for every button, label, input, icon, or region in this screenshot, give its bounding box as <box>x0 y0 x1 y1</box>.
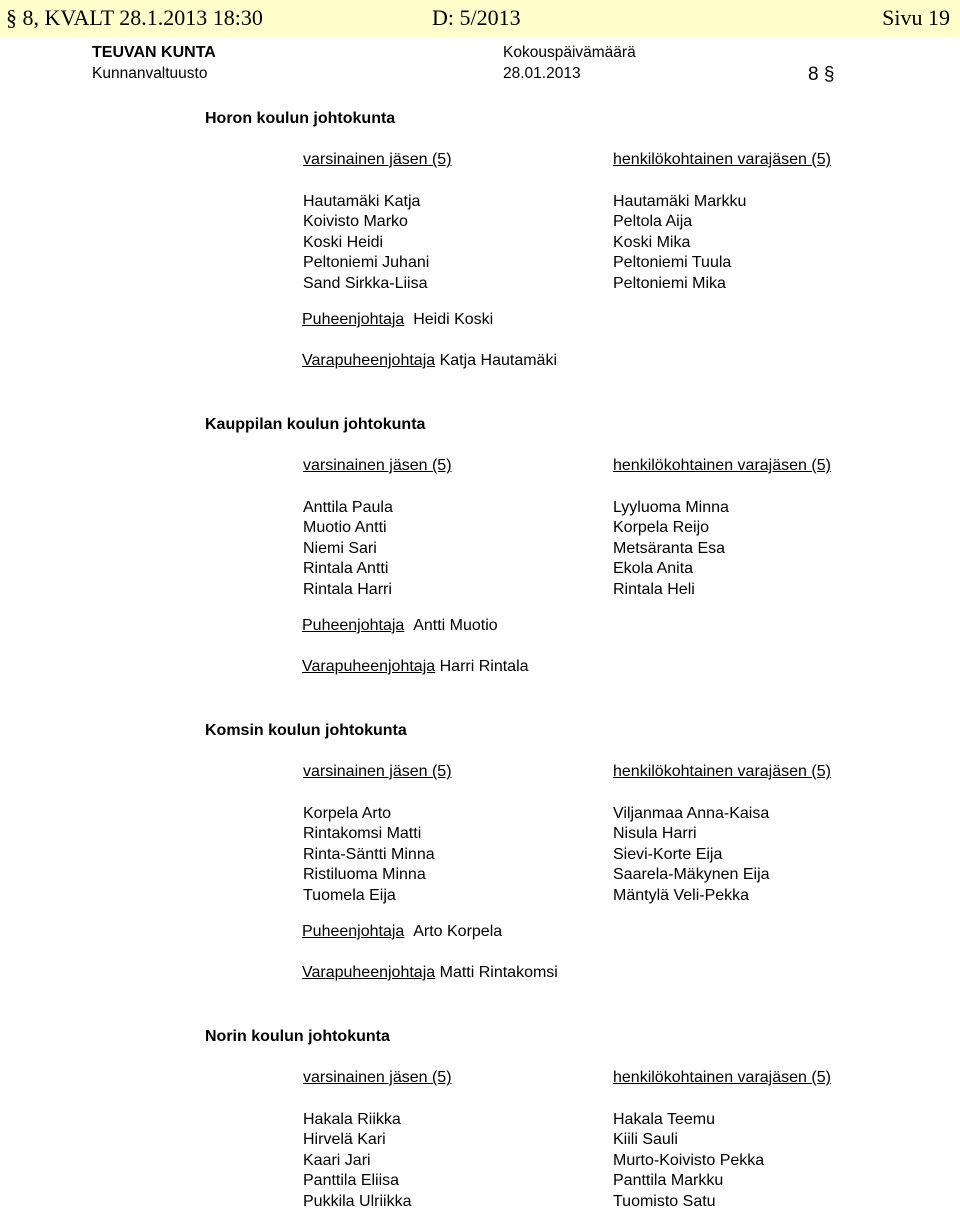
member-name: Kaari Jari <box>303 1151 371 1169</box>
member-name: Ristiluoma Minna <box>303 866 426 884</box>
deputies-column-header: henkilökohtainen varajäsen (5) <box>613 151 831 168</box>
members-list <box>303 804 435 906</box>
meeting-reference: § 8, KVALT 28.1.2013 18:30 <box>6 5 263 30</box>
chair-line <box>302 617 498 635</box>
member-name: Panttila Eliisa <box>303 1172 400 1190</box>
deputy-name: Hakala Teemu <box>613 1111 715 1128</box>
member-name: Hautamäki Katja <box>303 193 421 210</box>
deputies-list <box>613 804 770 906</box>
member-name: Tuomela Eija <box>303 886 396 904</box>
deputy-name: Korpela Reijo <box>613 519 710 537</box>
vice-chair-name: Harri Rintala <box>439 658 529 675</box>
deputy-name: Sievi-Korte Eija <box>613 845 723 863</box>
member-name: Rintakomsi Matti <box>303 825 422 843</box>
board-title: Horon koulun johtokunta <box>205 110 396 127</box>
member-name: Korpela Arto <box>303 805 392 822</box>
governing-body: Kunnanvaltuusto <box>92 65 208 82</box>
member-name: Niemi Sari <box>303 539 377 557</box>
chair-name: Heidi Koski <box>413 311 494 328</box>
member-name: Rintala Harri <box>303 580 392 598</box>
deputy-name: Ekola Anita <box>613 560 694 578</box>
chair-label: Puheenjohtaja <box>302 617 405 634</box>
deputies-list <box>613 192 746 294</box>
deputies-column-header: henkilökohtainen varajäsen (5) <box>613 1069 831 1086</box>
member-name: Sand Sirkka-Liisa <box>303 274 428 292</box>
member-name: Rinta-Säntti Minna <box>303 845 435 863</box>
board-title: Norin koulun johtokunta <box>205 1028 390 1045</box>
deputies-column-header: henkilökohtainen varajäsen (5) <box>613 763 831 780</box>
deputy-name: Lyyluoma Minna <box>613 499 729 516</box>
member-name: Pukkila Ulriikka <box>303 1192 412 1210</box>
board-title: Komsin koulun johtokunta <box>205 722 407 739</box>
members-list <box>303 192 429 294</box>
chair-name: Antti Muotio <box>413 617 498 634</box>
chair-label: Puheenjohtaja <box>302 311 405 328</box>
member-name: Koski Heidi <box>303 233 384 251</box>
deputy-name: Viljanmaa Anna-Kaisa <box>613 805 770 822</box>
deputy-name: Mäntylä Veli-Pekka <box>613 886 750 904</box>
chair-line <box>302 311 493 329</box>
members-list <box>303 1110 411 1212</box>
deputy-name: Rintala Heli <box>613 580 695 598</box>
members-column-header: varsinainen jäsen (5) <box>303 457 452 474</box>
member-name: Rintala Antti <box>303 560 389 578</box>
board-title: Kauppilan koulun johtokunta <box>205 416 426 433</box>
members-list <box>303 498 393 600</box>
deputies-column-header: henkilökohtainen varajäsen (5) <box>613 457 831 474</box>
deputy-name: Nisula Harri <box>613 825 697 843</box>
deputy-name: Saarela-Mäkynen Eija <box>613 866 770 884</box>
member-name: Hakala Riikka <box>303 1111 401 1128</box>
document-number: D: 5/2013 <box>432 5 521 30</box>
deputy-name: Metsäranta Esa <box>613 539 726 557</box>
deputy-name: Peltola Aija <box>613 213 693 231</box>
chair-line <box>302 923 502 941</box>
vice-chair-name: Katja Hautamäki <box>439 352 557 369</box>
organization-name: TEUVAN KUNTA <box>92 44 216 61</box>
section-number: 8 § <box>808 64 835 85</box>
deputy-name: Koski Mika <box>613 233 691 251</box>
member-name: Anttila Paula <box>303 499 393 516</box>
vice-chair-label: Varapuheenjohtaja <box>302 658 436 675</box>
member-name: Muotio Antti <box>303 519 387 537</box>
sheet-number: Sivu 19 <box>882 5 950 30</box>
vice-chair-line <box>302 352 557 370</box>
deputy-name: Peltoniemi Tuula <box>613 254 732 272</box>
vice-chair-line <box>302 658 529 676</box>
deputy-name: Kiili Sauli <box>613 1131 678 1149</box>
member-name: Koivisto Marko <box>303 213 408 231</box>
deputy-name: Peltoniemi Mika <box>613 274 726 292</box>
meeting-date-label: Kokouspäivämäärä <box>503 44 636 61</box>
members-column-header: varsinainen jäsen (5) <box>303 763 452 780</box>
members-column-header: varsinainen jäsen (5) <box>303 1069 452 1086</box>
members-column-header: varsinainen jäsen (5) <box>303 151 452 168</box>
vice-chair-label: Varapuheenjohtaja <box>302 352 436 369</box>
vice-chair-line <box>302 964 558 982</box>
chair-label: Puheenjohtaja <box>302 923 405 940</box>
chair-name: Arto Korpela <box>413 923 503 940</box>
meeting-date: 28.01.2013 <box>503 65 581 82</box>
document-info-bar <box>0 0 960 38</box>
deputy-name: Hautamäki Markku <box>613 193 747 210</box>
deputy-name: Murto-Koivisto Pekka <box>613 1151 765 1169</box>
deputy-name: Tuomisto Satu <box>613 1192 716 1210</box>
member-name: Peltoniemi Juhani <box>303 254 430 272</box>
vice-chair-name: Matti Rintakomsi <box>439 964 558 981</box>
member-name: Hirvelä Kari <box>303 1131 386 1149</box>
vice-chair-label: Varapuheenjohtaja <box>302 964 436 981</box>
deputies-list <box>613 498 729 600</box>
deputies-list <box>613 1110 764 1212</box>
deputy-name: Panttila Markku <box>613 1172 724 1190</box>
